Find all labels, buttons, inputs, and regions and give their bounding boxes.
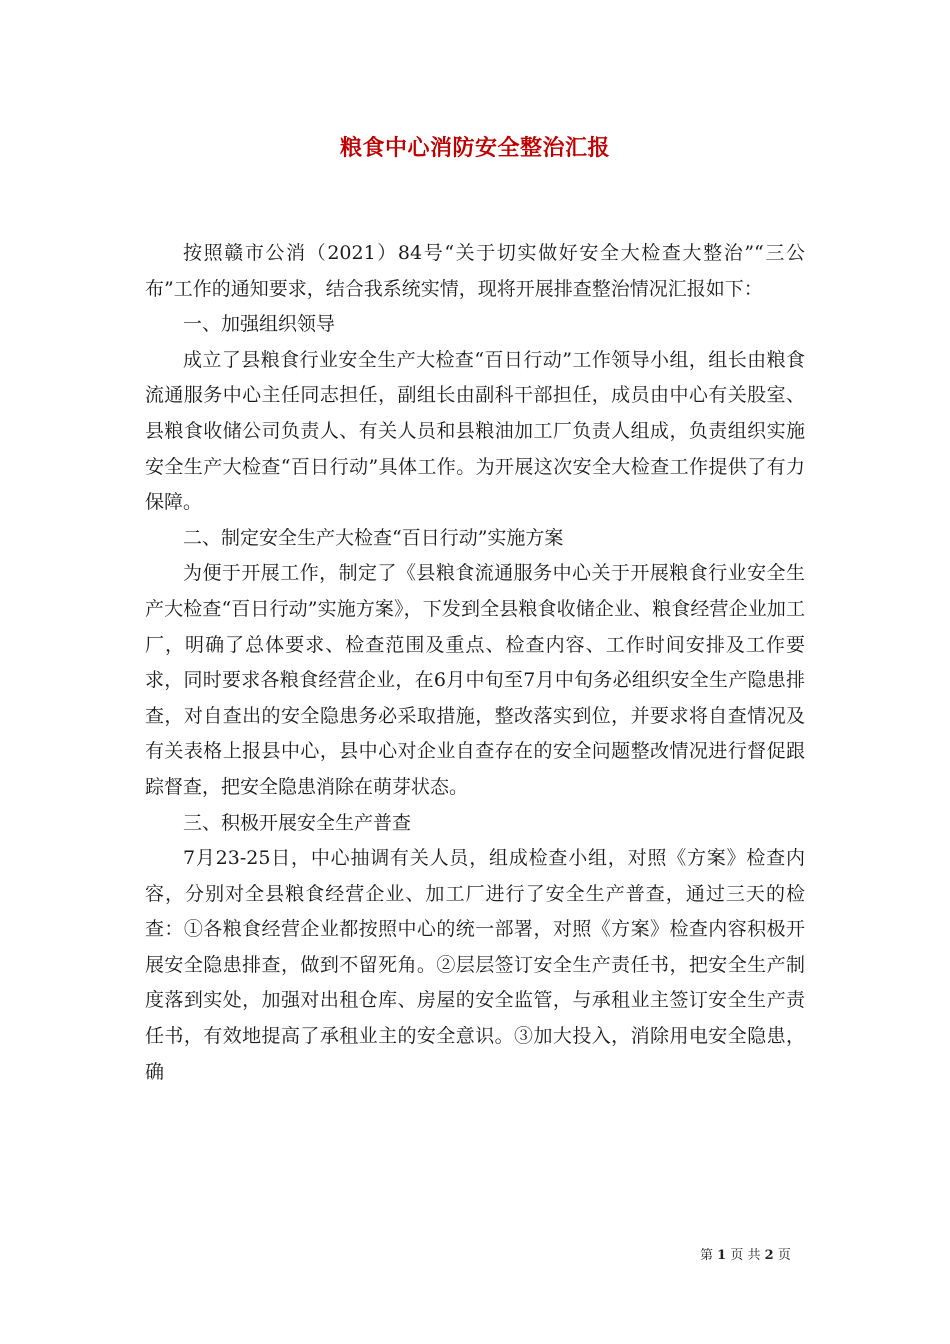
section-heading-2: 二、制定安全生产大检查“百日行动”实施方案 (183, 526, 564, 549)
footer-prefix: 第 (700, 1248, 714, 1263)
footer-total-pages: 2 (764, 1248, 774, 1263)
page-number-footer (700, 1246, 820, 1266)
section-1-paragraph: 成立了县粮食行业安全生产大检查“百日行动”工作领导小组，组长由粮食流通服务中心主任同志担任，副组长由副科干部担任，成员由中心有关股室、县粮食收储公司负责人、有关人员和县粮油加工厂负责人组成，负责组织实施安全生产大检查“百日行动”具体工作。为开展这次安全大检查工作提供了有力保障。 (145, 348, 805, 514)
section-2-paragraph: 为便于开展工作，制定了《县粮食流通服务中心关于开展粮食行业安全生产大检查“百日行动”实施方案》，下发到全县粮食收储企业、粮食经营企业加工厂，明确了总体要求、检查范围及重点、检查内容、工作时间安排及工作要求，同时要求各粮食经营企业，在6月中旬至7月中旬务必组织安全生产隐患排查，对自查出的安全隐患务必采取措施，整改落实到位，并要求将自查情况及有关表格上报县中心，县中心对企业自查存在的安全问题整改情况进行督促跟踪督查，把安全隐患消除在萌芽状态。 (145, 562, 805, 798)
intro-paragraph: 按照赣市公消（2021）84号“关于切实做好安全大检查大整治”“三公布”工作的通知要求，结合我系统实情，现将开展排查整治情况汇报如下： (145, 242, 805, 300)
footer-middle: 页 共 (730, 1248, 761, 1263)
section-3-paragraph: 7月23-25日，中心抽调有关人员，组成检查小组，对照《方案》检查内容，分别对全县粮食经营企业、加工厂进行了安全生产普查，通过三天的检查：①各粮食经营企业都按照中心的统一部署，对照《方案》检查内容积极开展安全隐患排查，做到不留死角。②层层签订安全生产责任书，把安全生产制度落到实处，加强对出租仓库、房屋的安全监管，与承租业主签订安全生产责任书，有效地提高了承租业主的安全意识。③加大投入，消除用电安全隐患，确 (145, 847, 805, 1083)
footer-current-page: 1 (717, 1248, 727, 1263)
section-heading-1: 一、加强组织领导 (183, 313, 336, 336)
footer-suffix: 页 (777, 1248, 791, 1263)
section-heading-3: 三、积极开展安全生产普查 (183, 811, 412, 834)
document-body (145, 236, 805, 1090)
document-title: 粮食中心消防安全整治汇报 (339, 135, 610, 161)
